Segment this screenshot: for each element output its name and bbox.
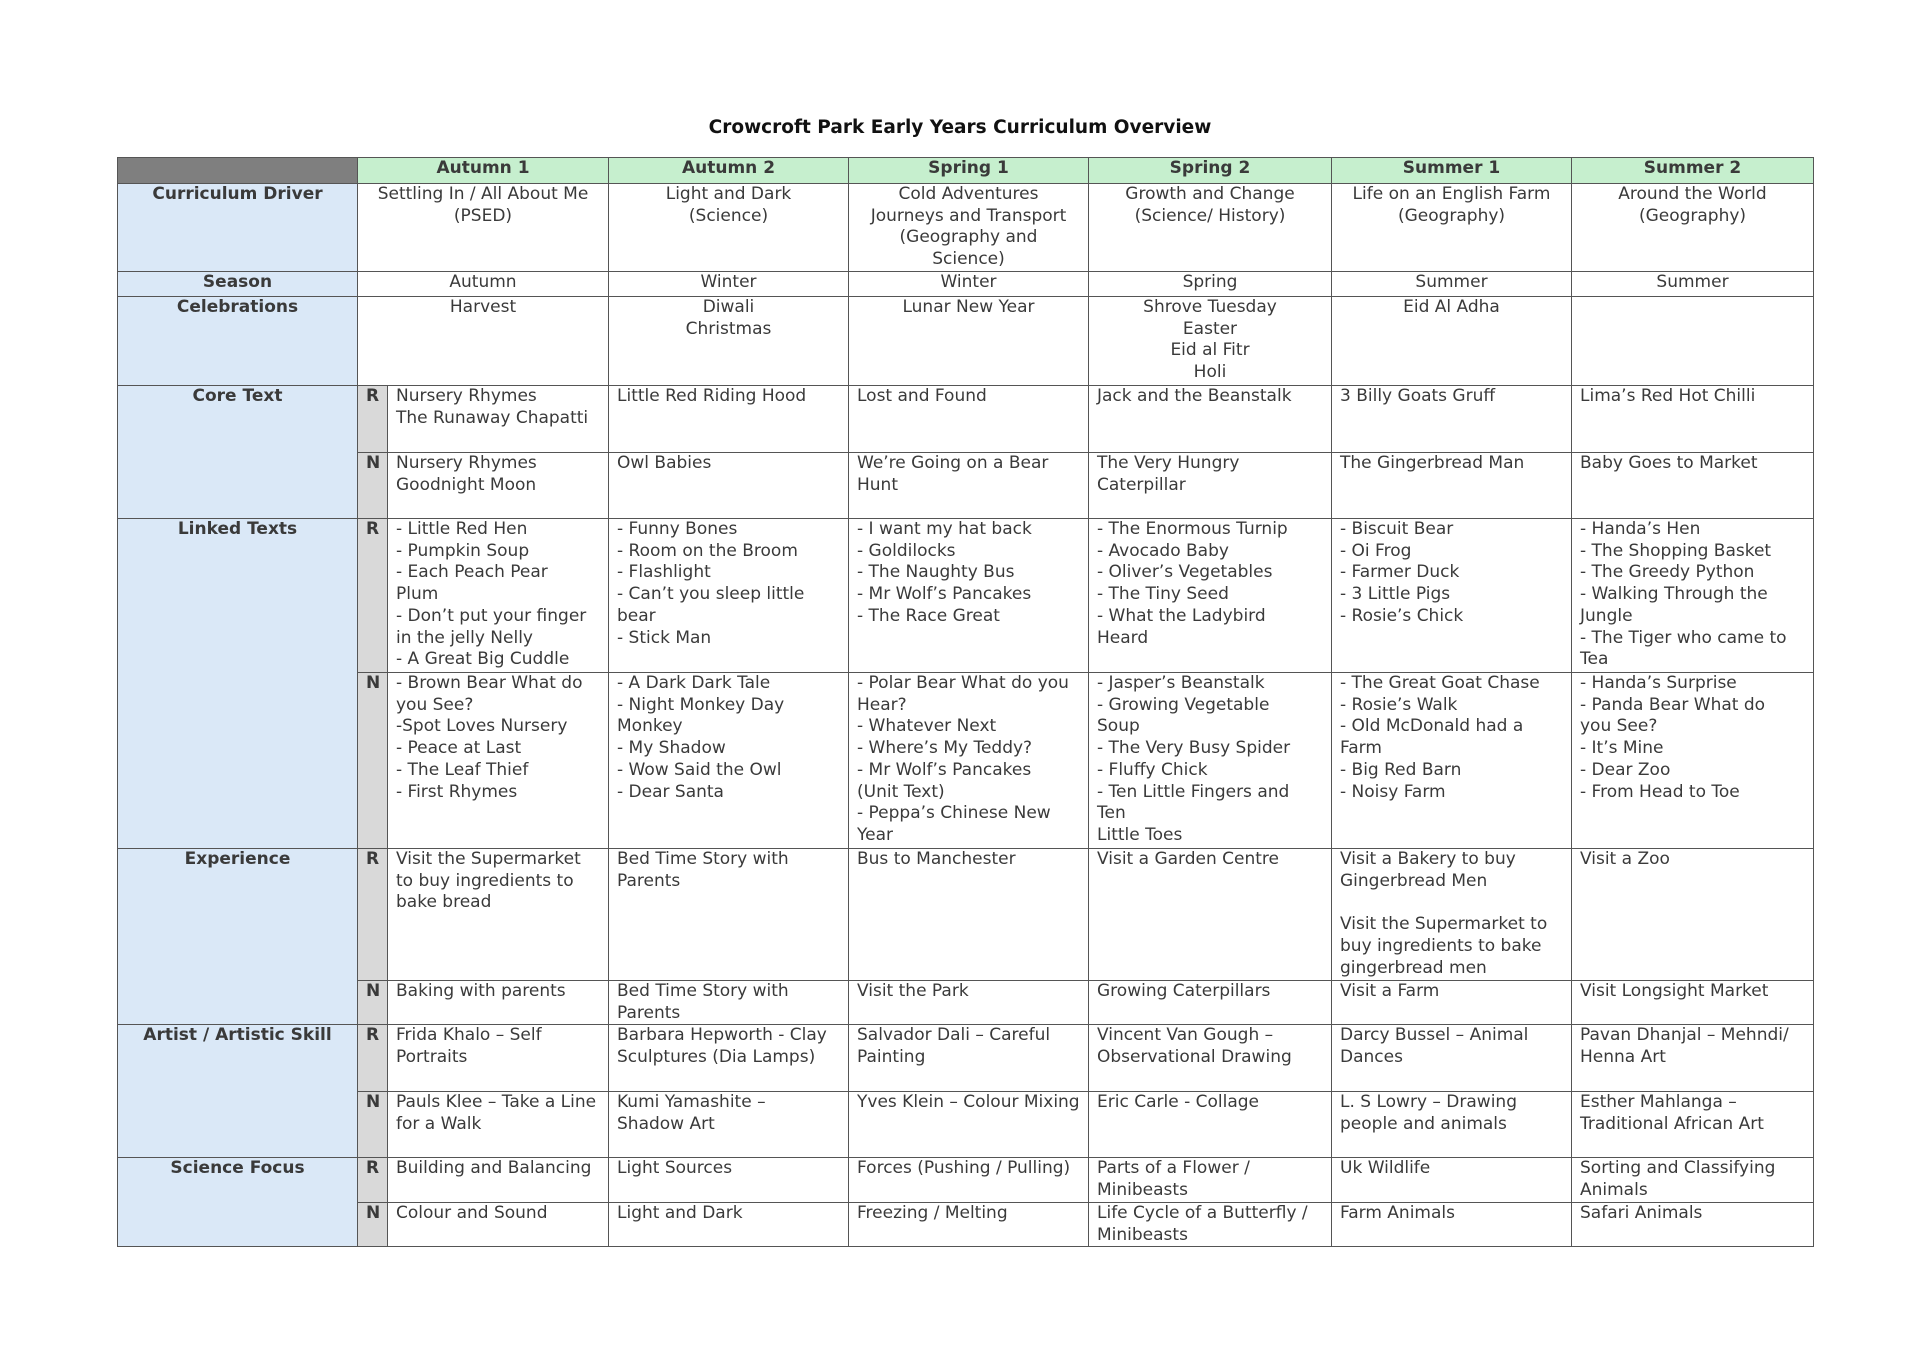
experience-cell: Growing Caterpillars [1089, 981, 1332, 1025]
artist-cell: Pauls Klee – Take a Line for a Walk [388, 1092, 609, 1158]
season-cell: Summer [1572, 272, 1814, 297]
core-text-row-n [118, 453, 1814, 519]
artist-cell: Barbara Hepworth - Clay Sculptures (Dia Lamps) [609, 1025, 849, 1092]
curriculum-driver-row [118, 184, 1814, 272]
science-cell: Light Sources [609, 1158, 849, 1202]
term-header: Spring 1 [849, 158, 1089, 184]
experience-cell: Visit a Zoo [1572, 849, 1814, 981]
season-cell: Autumn [358, 272, 609, 297]
experience-cell: Bed Time Story with Parents [609, 849, 849, 981]
core-text-cell: Owl Babies [609, 453, 849, 519]
artist-cell: Salvador Dali – Careful Painting [849, 1025, 1089, 1092]
driver-cell: Light and Dark (Science) [609, 184, 849, 272]
science-row-r [118, 1158, 1814, 1202]
row-label: Curriculum Driver [118, 184, 358, 272]
experience-cell: Visit the Supermarket to buy ingredients to bake bread [388, 849, 609, 981]
row-label: Season [118, 272, 358, 297]
core-text-cell: Nursery Rhymes The Runaway Chapatti [388, 386, 609, 453]
experience-cell: Visit the Park [849, 981, 1089, 1025]
reception-marker: R [358, 1158, 388, 1202]
celebration-cell [1572, 297, 1814, 386]
term-header: Autumn 2 [609, 158, 849, 184]
experience-cell: Visit a Garden Centre [1089, 849, 1332, 981]
term-header: Spring 2 [1089, 158, 1332, 184]
season-cell: Winter [609, 272, 849, 297]
driver-cell: Cold Adventures Journeys and Transport (Geography and Science) [849, 184, 1089, 272]
linked-texts-cell: - Little Red Hen - Pumpkin Soup - Each Peach Pear Plum - Don’t put your finger in the jelly Nelly - A Great Big Cuddle [388, 519, 609, 673]
term-header: Summer 1 [1332, 158, 1572, 184]
linked-texts-row-n [118, 673, 1814, 849]
core-text-cell: 3 Billy Goats Gruff [1332, 386, 1572, 453]
celebrations-row [118, 297, 1814, 386]
artist-cell: Eric Carle - Collage [1089, 1092, 1332, 1158]
core-text-cell: Lima’s Red Hot Chilli [1572, 386, 1814, 453]
celebration-cell: Diwali Christmas [609, 297, 849, 386]
nursery-marker: N [358, 1092, 388, 1158]
linked-texts-cell: - The Great Goat Chase - Rosie’s Walk - Old McDonald had a Farm - Big Red Barn - Noisy Farm [1332, 673, 1572, 849]
linked-texts-cell: - Handa’s Surprise - Panda Bear What do you See? - It’s Mine - Dear Zoo - From Head to Toe [1572, 673, 1814, 849]
row-label: Science Focus [118, 1158, 358, 1247]
row-label: Artist / Artistic Skill [118, 1025, 358, 1158]
reception-marker: R [358, 1025, 388, 1092]
artist-cell: Esther Mahlanga – Traditional African Art [1572, 1092, 1814, 1158]
page-title: Crowcroft Park Early Years Curriculum Overview [708, 117, 1212, 138]
term-header-row [118, 158, 1814, 184]
nursery-marker: N [358, 1202, 388, 1246]
artist-cell: Kumi Yamashite – Shadow Art [609, 1092, 849, 1158]
experience-cell: Baking with parents [388, 981, 609, 1025]
core-text-cell: Baby Goes to Market [1572, 453, 1814, 519]
core-text-cell: Jack and the Beanstalk [1089, 386, 1332, 453]
science-cell: Colour and Sound [388, 1202, 609, 1246]
driver-cell: Settling In / All About Me (PSED) [358, 184, 609, 272]
experience-cell: Bus to Manchester [849, 849, 1089, 981]
term-header: Summer 2 [1572, 158, 1814, 184]
row-label: Linked Texts [118, 519, 358, 849]
linked-texts-cell: - A Dark Dark Tale - Night Monkey Day Monkey - My Shadow - Wow Said the Owl - Dear Santa [609, 673, 849, 849]
artist-cell: Vincent Van Gough – Observational Drawing [1089, 1025, 1332, 1092]
artist-cell: L. S Lowry – Drawing people and animals [1332, 1092, 1572, 1158]
driver-cell: Growth and Change (Science/ History) [1089, 184, 1332, 272]
curriculum-table [117, 157, 1814, 1247]
science-cell: Building and Balancing [388, 1158, 609, 1202]
linked-texts-cell: - I want my hat back - Goldilocks - The Naughty Bus - Mr Wolf’s Pancakes - The Race Great [849, 519, 1089, 673]
science-cell: Safari Animals [1572, 1202, 1814, 1246]
linked-texts-row-r [118, 519, 1814, 673]
linked-texts-cell: - Handa’s Hen - The Shopping Basket - The Greedy Python - Walking Through the Jungle - The Tiger who came to Tea [1572, 519, 1814, 673]
artist-cell: Frida Khalo – Self Portraits [388, 1025, 609, 1092]
core-text-row-r [118, 386, 1814, 453]
season-row [118, 272, 1814, 297]
reception-marker: R [358, 386, 388, 453]
season-cell: Winter [849, 272, 1089, 297]
linked-texts-cell: - Polar Bear What do you Hear? - Whatever Next - Where’s My Teddy? - Mr Wolf’s Pancakes (Unit Text) - Peppa’s Chinese New Year [849, 673, 1089, 849]
header-corner [118, 158, 358, 184]
science-cell: Farm Animals [1332, 1202, 1572, 1246]
row-label: Celebrations [118, 297, 358, 386]
nursery-marker: N [358, 981, 388, 1025]
core-text-cell: The Very Hungry Caterpillar [1089, 453, 1332, 519]
row-label: Core Text [118, 386, 358, 519]
core-text-cell: The Gingerbread Man [1332, 453, 1572, 519]
experience-cell: Bed Time Story with Parents [609, 981, 849, 1025]
row-label: Experience [118, 849, 358, 1025]
nursery-marker: N [358, 453, 388, 519]
artist-row-n [118, 1092, 1814, 1158]
science-cell: Uk Wildlife [1332, 1158, 1572, 1202]
linked-texts-cell: - The Enormous Turnip - Avocado Baby - Oliver’s Vegetables - The Tiny Seed - What the Ladybird Heard [1089, 519, 1332, 673]
core-text-cell: Nursery Rhymes Goodnight Moon [388, 453, 609, 519]
nursery-marker: N [358, 673, 388, 849]
artist-cell: Darcy Bussel – Animal Dances [1332, 1025, 1572, 1092]
experience-row-r [118, 849, 1814, 981]
artist-cell: Yves Klein – Colour Mixing [849, 1092, 1089, 1158]
core-text-cell: Lost and Found [849, 386, 1089, 453]
season-cell: Spring [1089, 272, 1332, 297]
science-cell: Sorting and Classifying Animals [1572, 1158, 1814, 1202]
reception-marker: R [358, 519, 388, 673]
term-header: Autumn 1 [358, 158, 609, 184]
driver-cell: Life on an English Farm (Geography) [1332, 184, 1572, 272]
celebration-cell: Harvest [358, 297, 609, 386]
core-text-cell: We’re Going on a Bear Hunt [849, 453, 1089, 519]
linked-texts-cell: - Funny Bones - Room on the Broom - Flashlight - Can’t you sleep little bear - Stick Man [609, 519, 849, 673]
celebration-cell: Eid Al Adha [1332, 297, 1572, 386]
celebration-cell: Lunar New Year [849, 297, 1089, 386]
science-cell: Freezing / Melting [849, 1202, 1089, 1246]
core-text-cell: Little Red Riding Hood [609, 386, 849, 453]
artist-row-r [118, 1025, 1814, 1092]
driver-cell: Around the World (Geography) [1572, 184, 1814, 272]
science-cell: Parts of a Flower / Minibeasts [1089, 1158, 1332, 1202]
experience-cell: Visit a Farm [1332, 981, 1572, 1025]
season-cell: Summer [1332, 272, 1572, 297]
experience-cell: Visit a Bakery to buy Gingerbread Men Visit the Supermarket to buy ingredients to bake gingerbread men [1332, 849, 1572, 981]
linked-texts-cell: - Jasper’s Beanstalk - Growing Vegetable Soup - The Very Busy Spider - Fluffy Chick - Ten Little Fingers and Ten Little Toes [1089, 673, 1332, 849]
science-cell: Light and Dark [609, 1202, 849, 1246]
artist-cell: Pavan Dhanjal – Mehndi/ Henna Art [1572, 1025, 1814, 1092]
experience-cell: Visit Longsight Market [1572, 981, 1814, 1025]
science-row-n [118, 1202, 1814, 1246]
experience-row-n [118, 981, 1814, 1025]
linked-texts-cell: - Brown Bear What do you See? -Spot Loves Nursery - Peace at Last - The Leaf Thief - First Rhymes [388, 673, 609, 849]
science-cell: Forces (Pushing / Pulling) [849, 1158, 1089, 1202]
reception-marker: R [358, 849, 388, 981]
celebration-cell: Shrove Tuesday Easter Eid al Fitr Holi [1089, 297, 1332, 386]
science-cell: Life Cycle of a Butterfly / Minibeasts [1089, 1202, 1332, 1246]
linked-texts-cell: - Biscuit Bear - Oi Frog - Farmer Duck - 3 Little Pigs - Rosie’s Chick [1332, 519, 1572, 673]
